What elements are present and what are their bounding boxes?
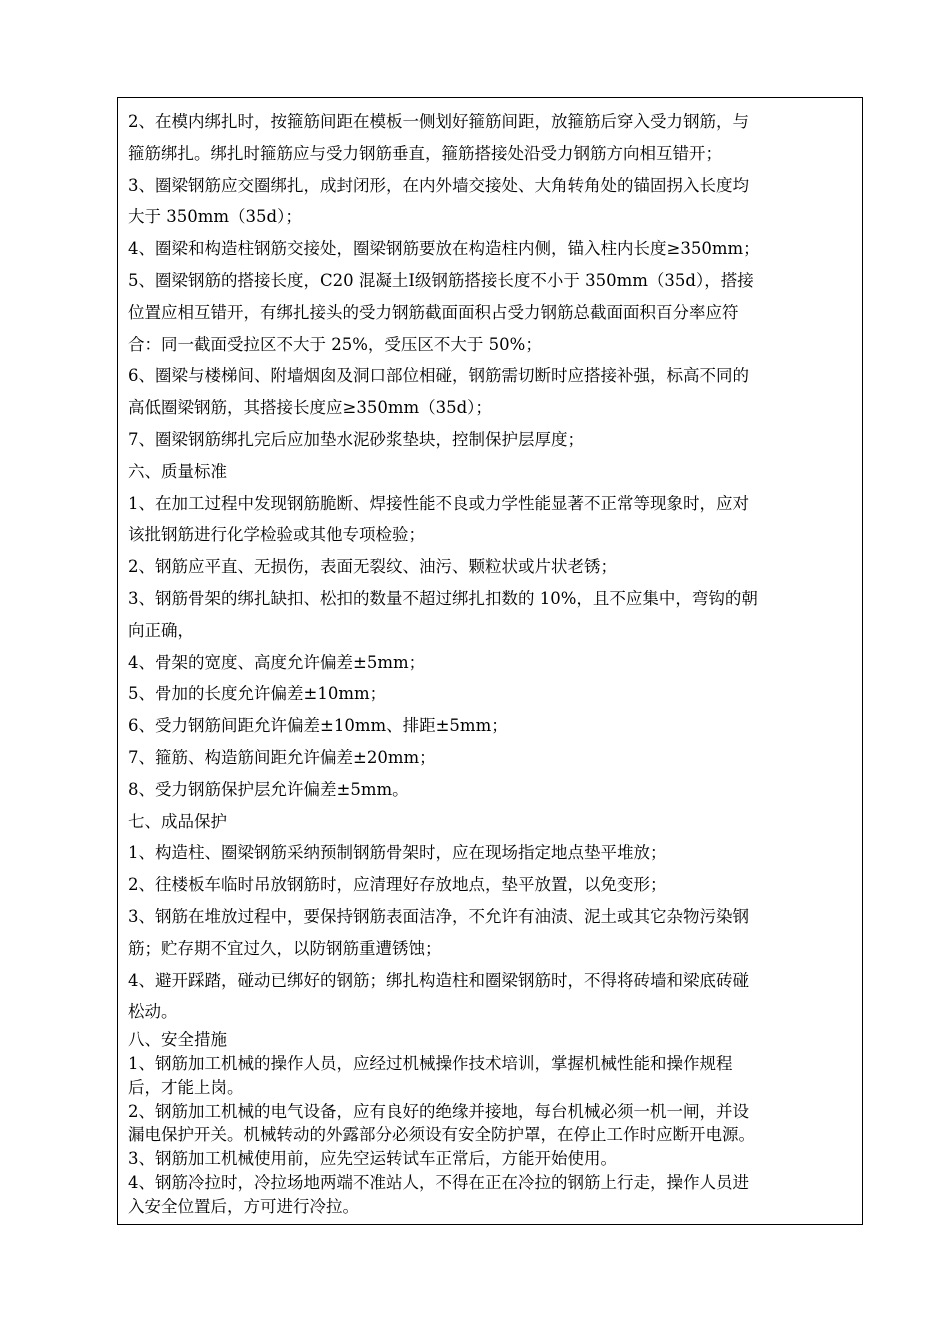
safety-section-block <box>128 1028 854 1218</box>
text-line: 1、构造柱、圈梁钢筋采纳预制钢筋骨架时，应在现场指定地点垫平堆放； <box>128 843 667 863</box>
text-line: 合：同一截面受拉区不大于 25%，受压区不大于 50%； <box>128 334 542 354</box>
text-line: 7、箍筋、构造筋间距允许偏差±20mm； <box>128 747 436 767</box>
text-line: 向正确， <box>128 620 194 640</box>
text-line: 4、避开踩踏，碰动已绑好的钢筋；绑扎构造柱和圈梁钢筋时，不得将砖墙和梁底砖碰 <box>128 970 749 990</box>
document-body <box>128 106 854 1218</box>
text-line: 高低圈梁钢筋，其搭接长度应≥350mm（35d）； <box>128 398 492 418</box>
text-line: 该批钢筋进行化学检验或其他专项检验； <box>128 525 425 545</box>
text-line: 6、受力钢筋间距允许偏差±10mm、排距±5mm； <box>128 716 508 736</box>
text-line: 七、成品保护 <box>128 811 227 831</box>
text-line: 4、钢筋冷拉时，冷拉场地两端不准站人，不得在正在冷拉的钢筋上行走，操作人员进 <box>128 1172 749 1192</box>
text-line: 1、钢筋加工机械的操作人员，应经过机械操作技术培训，掌握机械性能和操作规程 <box>128 1053 733 1073</box>
text-line: 位置应相互错开，有绑扎接头的受力钢筋截面面积占受力钢筋总截面面积百分率应符 <box>128 302 739 322</box>
text-line: 8、受力钢筋保护层允许偏差±5mm。 <box>128 779 409 799</box>
text-line: 后，才能上岗。 <box>128 1077 244 1097</box>
text-line: 六、质量标准 <box>128 461 227 481</box>
text-line: 松动。 <box>128 1002 178 1022</box>
text-line: 3、钢筋加工机械使用前，应先空运转试车正常后，方能开始使用。 <box>128 1149 617 1169</box>
document-table-cell <box>117 97 863 1225</box>
text-line: 5、骨加的长度允许偏差±10mm； <box>128 684 387 704</box>
text-line: 4、圈梁和构造柱钢筋交接处，圈梁钢筋要放在构造柱内侧，锚入柱内长度≥350mm； <box>128 239 760 259</box>
text-line: 6、圈梁与楼梯间、附墙烟囱及洞口部位相碰，钢筋需切断时应搭接补强，标高不同的 <box>128 366 749 386</box>
text-line: 2、钢筋加工机械的电气设备，应有良好的绝缘并接地，每台机械必须一机一闸，并设 <box>128 1101 749 1121</box>
text-line: 2、在模内绑扎时，按箍筋间距在模板一侧划好箍筋间距，放箍筋后穿入受力钢筋，与 <box>128 112 749 131</box>
text-line: 3、圈梁钢筋应交圈绑扎，成封闭形，在内外墙交接处、大角转角处的锚固拐入长度均 <box>128 175 749 195</box>
text-line: 1、在加工过程中发现钢筋脆断、焊接性能不良或力学性能显著不正常等现象时，应对 <box>128 493 749 513</box>
text-line: 3、钢筋骨架的绑扎缺扣、松扣的数量不超过绑扎扣数的 10%，且不应集中，弯钩的朝 <box>128 588 758 608</box>
text-line: 箍筋绑扎。绑扎时箍筋应与受力钢筋垂直，箍筋搭接处沿受力钢筋方向相互错开； <box>128 143 722 163</box>
text-line: 入安全位置后，方可进行冷拉。 <box>128 1196 359 1216</box>
main-text-block <box>128 106 854 1028</box>
text-line: 2、往楼板车临时吊放钢筋时，应清理好存放地点，垫平放置，以免变形； <box>128 875 667 895</box>
text-line: 5、圈梁钢筋的搭接长度，C20 混凝土Ⅰ级钢筋搭接长度不小于 350mm（35d），搭接 <box>128 270 754 290</box>
text-line: 3、钢筋在堆放过程中，要保持钢筋表面洁净，不允许有油渍、泥土或其它杂物污染钢 <box>128 906 749 926</box>
text-line: 八、安全措施 <box>128 1030 227 1050</box>
text-line: 筋；贮存期不宜过久，以防钢筋重遭锈蚀； <box>128 938 442 958</box>
text-line: 2、钢筋应平直、无损伤，表面无裂纹、油污、颗粒状或片状老锈； <box>128 557 617 577</box>
text-line: 漏电保护开关。机械转动的外露部分必须设有安全防护罩，在停止工作时应断开电源。 <box>128 1125 755 1145</box>
text-line: 大于 350mm（35d）； <box>128 207 302 227</box>
text-line: 4、骨架的宽度、高度允许偏差±5mm； <box>128 652 426 672</box>
text-line: 7、圈梁钢筋绑扎完后应加垫水泥砂浆垫块，控制保护层厚度； <box>128 429 584 449</box>
